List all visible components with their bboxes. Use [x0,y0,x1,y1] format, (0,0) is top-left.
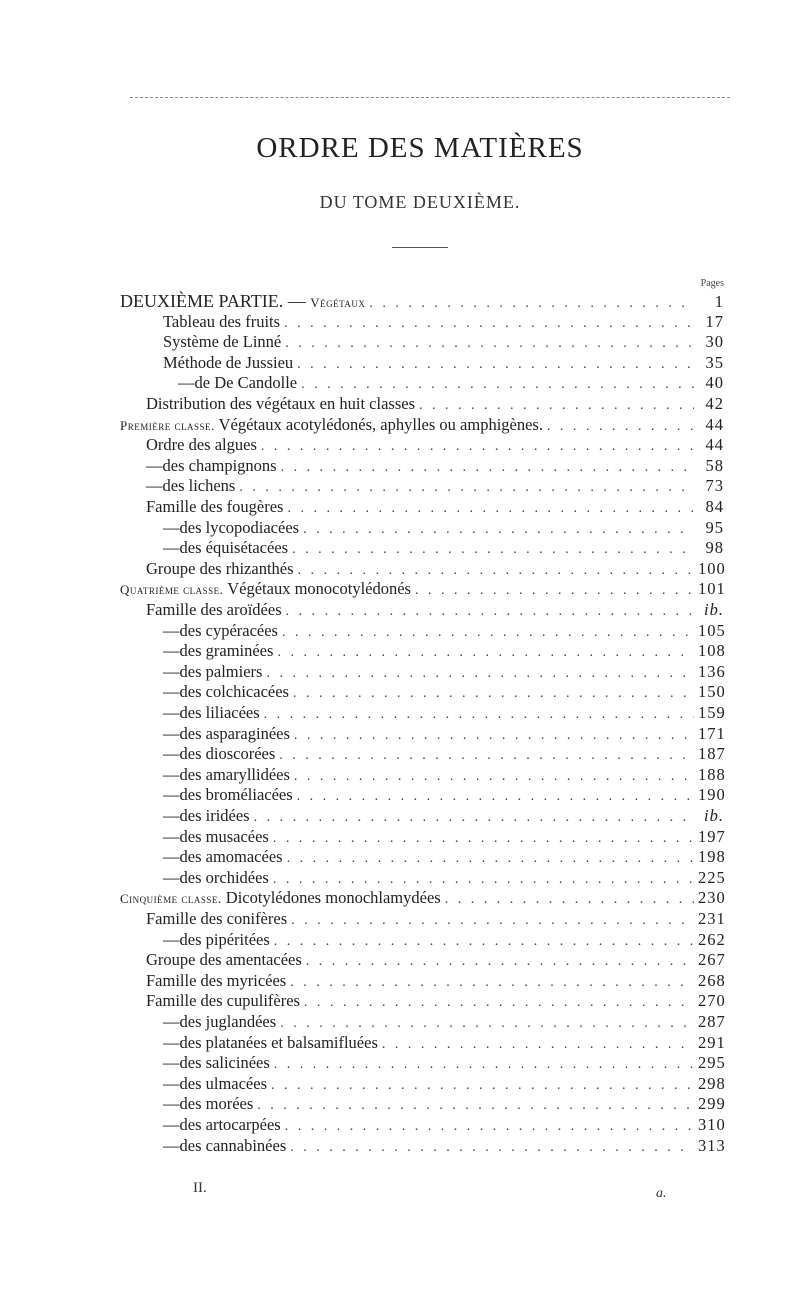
entry-text: des graminées [179,641,274,661]
toc-entry-label [180,744,276,764]
entry-text: des broméliacées [179,785,293,805]
dot-leader [280,1016,694,1032]
dot-leader [297,357,694,373]
toc-entry [146,909,724,929]
toc-entry [163,1012,724,1032]
toc-entry [163,806,724,826]
class-heading: Première classe. [120,417,215,433]
toc-entry-label [146,394,415,414]
toc-entry-label [120,415,543,435]
ditto-dash: — [163,826,180,846]
entry-text: Ordre des algues [146,435,257,455]
toc-entry-label [180,1033,378,1053]
toc-entry [146,971,724,991]
ditto-dash: — [163,785,180,805]
page-number: 150 [698,682,726,702]
dot-leader [287,501,694,517]
toc-entry-label [163,312,280,332]
toc-entry-label [120,291,365,312]
toc-entry-label [146,950,302,970]
page-number: 298 [698,1073,726,1093]
page-subtitle: DU TOME DEUXIÈME. [319,192,521,212]
page-number: 299 [698,1094,726,1114]
page-number: 101 [698,579,726,599]
ditto-dash: — [163,929,180,949]
toc-entry-label [146,497,283,517]
pages-column-label: Pages [700,278,724,289]
dot-leader [294,769,694,785]
dot-leader [291,913,694,929]
page-number: 295 [698,1053,726,1073]
entry-text: des pipéritées [179,929,270,949]
page-number: 268 [698,970,726,990]
page-number: 267 [698,950,726,970]
dot-leader [293,686,694,702]
page-number: 310 [698,1115,726,1134]
toc-entry-label [180,621,278,641]
entry-text: des artocarpées [179,1115,281,1134]
toc-entry [146,950,724,970]
page-number: 231 [698,909,726,928]
dot-leader [274,934,694,950]
toc-entry [163,1136,724,1156]
dot-leader [281,460,694,476]
dot-leader [239,480,694,496]
title-divider [392,247,448,248]
dot-leader [273,872,694,888]
ditto-dash: — [146,455,163,475]
toc-entry-label [180,1053,270,1073]
class-heading: Quatrième classe. [120,582,224,598]
dot-leader [292,542,694,558]
toc-entry-label [180,1074,268,1094]
entry-text: des liliacées [179,703,260,722]
signature-mark: II. [193,1180,207,1196]
toc-entry-label [180,641,274,661]
ditto-dash: — [163,517,180,537]
dot-leader [282,625,694,641]
ditto-dash: — [163,703,180,722]
toc-entry [178,373,724,393]
toc-entry-label [180,1115,281,1135]
toc-entry-label [163,353,293,373]
toc-entry-label [163,476,236,496]
toc-entry [146,600,724,620]
ditto-dash: — [163,682,180,702]
entry-text: Tableau des fruits [163,311,281,331]
page-number: 197 [698,826,726,846]
entry-text: Système de Linné [163,332,282,352]
page-number: 159 [698,703,726,722]
page-number: 1 [714,292,724,311]
ditto-dash: — [163,1073,180,1093]
toc-entry [146,394,724,414]
entry-text: des juglandées [179,1012,277,1031]
toc-entry-label [146,435,257,455]
ditto-dash: — [163,1115,180,1134]
toc-entry [146,456,724,476]
toc-entry-label [180,662,263,682]
dot-leader [290,1140,694,1156]
toc-entry [163,312,724,332]
toc-entry-label [163,332,281,352]
toc-entry [146,497,724,517]
page-number: 44 [705,435,724,455]
page-number: 105 [698,620,726,640]
ditto-dash: — [163,867,180,887]
entry-text: Végétaux acotylédonés, aphylles ou amphigènes. [214,414,543,434]
part-subject: Végétaux [310,295,366,310]
toc-entry [163,538,724,558]
toc-entry-label [180,785,293,805]
entry-text: des dioscorées [179,744,276,764]
toc-entry [120,415,724,435]
entry-text: des amomacées [179,847,283,867]
page-number: 17 [705,311,724,331]
toc-entry-label [180,682,289,702]
toc-entry [163,662,724,682]
entry-text: des platanées et balsamifluées [179,1032,378,1052]
page-number: 313 [698,1135,726,1155]
entry-text: Dicotylédones monochlamydées [221,888,441,908]
ditto-dash: — [163,806,180,825]
page-number: 291 [698,1032,726,1052]
dot-leader [271,1078,694,1094]
dot-leader [415,583,694,599]
toc-entry-label [180,1012,277,1032]
ditto-dash: — [163,744,180,764]
entry-text: des cannabinées [179,1135,287,1155]
toc-entry-label [180,806,250,826]
dot-leader [290,975,694,991]
dot-leader [277,645,694,661]
ditto-dash: — [163,641,180,661]
entry-text: des colchicacées [179,682,289,702]
toc-entry-label [146,971,286,991]
page-number: ib. [704,806,724,825]
toc-entry-label [180,724,290,744]
toc-entry-label [195,373,298,393]
entry-text: Groupe des rhizanthés [146,558,294,578]
page-number: 230 [698,888,726,908]
ditto-dash: — [163,764,180,784]
page-title: ORDRE DES MATIÈRES [256,132,584,164]
toc-entry [120,291,724,311]
ditto-dash: — [163,538,180,558]
toc-entry-label [146,909,287,929]
ditto-dash: — [163,1012,180,1031]
toc-entry [163,641,724,661]
ditto-dash: — [163,847,180,867]
entry-text: des asparaginées [179,723,290,743]
page-number: 73 [705,476,724,496]
toc-entry-label [180,518,300,538]
toc-entry [163,621,724,641]
ditto-dash: — [163,1053,180,1073]
toc-entry [146,991,724,1011]
toc-entry [163,724,724,744]
toc-entry-label [180,827,269,847]
dot-leader [294,728,694,744]
dot-leader [257,1098,694,1114]
page-number: 198 [698,847,726,867]
toc-entry [163,868,724,888]
page-number: 35 [705,352,724,372]
ditto-dash: — [178,373,195,393]
toc-entry-label [180,703,260,723]
toc-entry [163,1094,724,1114]
entry-text: des orchidées [179,867,269,887]
dot-leader [419,398,694,414]
entry-text: Famille des myricées [146,970,287,990]
dot-leader [274,1057,694,1073]
dot-leader [285,336,694,352]
entry-text: des champignons [162,455,277,475]
page-number: 190 [698,785,726,805]
class-heading: Cinquième classe. [120,891,222,907]
toc-entry [163,827,724,847]
toc-entry-label [180,868,269,888]
entry-text: des cypéracées [179,620,278,640]
entry-text: des musacées [179,826,269,846]
entry-text: Famille des aroïdées [146,600,282,619]
dot-leader [286,604,694,620]
toc-entry-label [146,600,282,620]
page-number: 188 [698,764,726,784]
toc-entry [120,579,724,599]
ditto-dash: — [163,1094,180,1114]
toc-entry [163,765,724,785]
page-number: 95 [705,517,724,537]
entry-text: des lichens [162,476,236,496]
entry-text: Famille des cupulifères [146,991,300,1011]
toc-entry-label [180,538,289,558]
entry-text: Groupe des amentacées [146,950,302,970]
page-number: 136 [698,661,726,681]
toc-entry [146,559,724,579]
toc-entry [163,1074,724,1094]
dot-leader [285,1119,694,1135]
dot-leader [287,851,694,867]
toc-entry [163,744,724,764]
page-number: 270 [698,991,726,1011]
entry-text: Famille des fougères [146,497,284,516]
toc-entry [163,847,724,867]
page-number: 100 [698,558,726,578]
toc-entry-label [120,888,441,908]
toc-entry-label [180,930,270,950]
dot-leader [264,707,694,723]
page-number: 108 [698,641,726,661]
top-rule [130,97,730,98]
dot-leader [547,419,694,435]
page-number: 171 [698,723,726,743]
dot-leader [304,995,694,1011]
entry-text: Famille des conifères [146,909,288,928]
ditto-dash: — [146,476,163,496]
dot-leader [369,296,694,312]
entry-text: des iridées [179,806,250,825]
page-number: 30 [705,332,724,352]
toc-entry-label [180,1094,254,1114]
entry-text: Végétaux monocotylédonés [223,579,411,599]
entry-text: des lycopodiacées [179,517,300,537]
ditto-dash: — [163,620,180,640]
page-number: 44 [705,414,724,434]
toc-entry-label [120,579,411,599]
page-number: 187 [698,744,726,764]
toc-entry-label [146,991,300,1011]
toc-entry [163,682,724,702]
dot-leader [261,439,694,455]
toc-entry-label [180,1136,287,1156]
dot-leader [298,563,694,579]
toc-entry [163,518,724,538]
entry-text: des salicinées [179,1053,270,1073]
entry-text: Distribution des végétaux en huit classes [146,394,415,413]
toc-entry [120,888,724,908]
toc-entry [163,930,724,950]
toc-entry-label [146,559,294,579]
entry-text: des ulmacées [179,1073,268,1093]
page-number: 98 [705,538,724,558]
dot-leader [273,831,694,847]
page-number: 225 [698,867,726,887]
ditto-dash: — [163,1032,180,1052]
dot-leader [284,316,694,332]
page-number: 262 [698,929,726,949]
toc-entry-label [180,847,283,867]
dot-leader [382,1037,694,1053]
toc-entry [163,1053,724,1073]
toc-entry [146,476,724,496]
entry-text: des palmiers [179,661,263,681]
page-number: 58 [705,455,724,475]
toc-entry-label [180,765,290,785]
entry-text: des équisétacées [179,538,289,558]
entry-text: Méthode de Jussieu [163,352,294,372]
page-number: 84 [705,497,724,516]
page-number: 42 [705,394,724,413]
dot-leader [254,810,694,826]
ditto-dash: — [163,723,180,743]
page-number: 287 [698,1012,726,1031]
dot-leader [266,666,694,682]
dot-leader [297,789,694,805]
toc-entry [163,353,724,373]
ditto-dash: — [163,661,180,681]
entry-text: des amaryllidées [179,764,290,784]
dot-leader [301,377,694,393]
toc-entry [163,1033,724,1053]
entry-text: des morées [179,1094,254,1114]
toc-entry [146,435,724,455]
part-heading: DEUXIÈME PARTIE. — [120,291,311,311]
toc-entry-label [163,456,277,476]
toc-entry [163,1115,724,1135]
dot-leader [445,892,694,908]
toc-entry [163,332,724,352]
ditto-dash: — [163,1135,180,1155]
dot-leader [306,954,694,970]
toc-entry [163,785,724,805]
entry-text: de De Candolle [194,373,298,393]
dot-leader [279,748,694,764]
page-number: ib. [704,600,724,619]
page-number: 40 [705,373,724,393]
toc-entry [163,703,724,723]
dot-leader [303,522,694,538]
gathering-mark: a. [656,1186,667,1201]
